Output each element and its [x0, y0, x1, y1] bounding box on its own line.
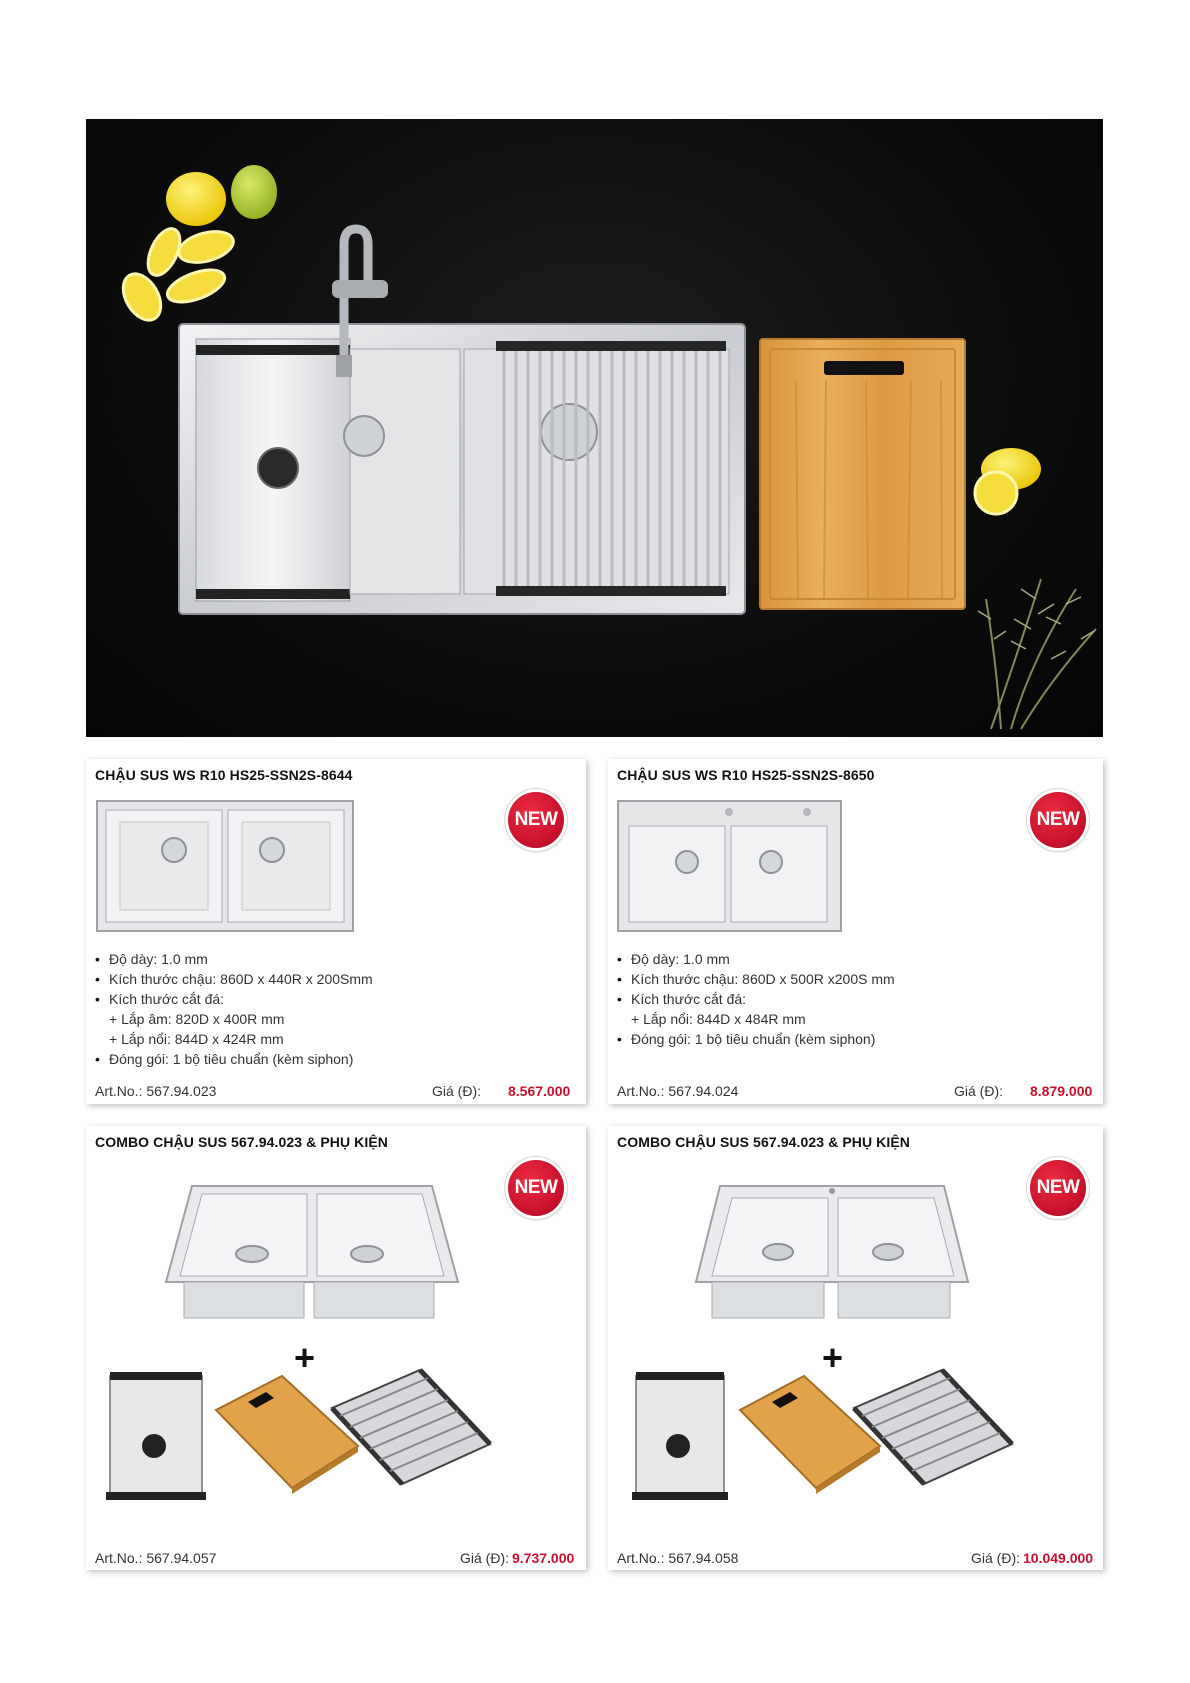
product-card-2: [608, 759, 1103, 1104]
price-label: Giá (Đ):: [971, 1550, 1020, 1566]
product-title: COMBO CHẬU SUS 567.94.023 & PHỤ KIỆN: [95, 1134, 389, 1150]
spec-item: • Độ dày: 1.0 mm: [95, 949, 373, 969]
spec-item: • Độ dày: 1.0 mm: [617, 949, 895, 969]
plus-icon: +: [294, 1337, 316, 1378]
cutting-board-icon: [740, 1376, 880, 1494]
price-label: Giá (Đ):: [954, 1083, 1003, 1099]
spec-item: • Kích thước cắt đá:: [95, 989, 373, 1009]
combo-card-1: [86, 1126, 586, 1570]
price: 9.737.000: [512, 1550, 575, 1566]
spec-item: • Kích thước chậu: 860D x 440R x 200Smm: [95, 969, 373, 989]
new-badge: NEW: [508, 1160, 564, 1216]
accessories-image: [632, 1366, 1022, 1506]
art-number: Art.No.: 567.94.057: [95, 1550, 217, 1566]
price: 10.049.000: [1023, 1550, 1094, 1566]
colander-icon: [632, 1372, 728, 1500]
new-badge: NEW: [508, 792, 564, 848]
colander-icon: [106, 1372, 206, 1500]
price-label: Giá (Đ):: [460, 1550, 509, 1566]
cutting-board-icon: [216, 1376, 358, 1494]
spec-item: • Kích thước chậu: 860D x 500R x200S mm: [617, 969, 895, 989]
sink-product-image: [692, 1184, 972, 1324]
spec-item: + Lắp âm: 820D x 400R mm: [109, 1011, 285, 1027]
spec-item: • Đóng gói: 1 bộ tiêu chuẩn (kèm siphon): [617, 1029, 895, 1049]
spec-list: [95, 949, 373, 1069]
product-card-1: [86, 759, 586, 1104]
spec-list: [617, 949, 895, 1049]
art-number: Art.No.: 567.94.023: [95, 1083, 217, 1099]
spec-item: • Đóng gói: 1 bộ tiêu chuẩn (kèm siphon): [95, 1049, 373, 1069]
plus-icon: +: [822, 1337, 844, 1378]
hero-image: [86, 119, 1103, 737]
combo-card-2: [608, 1126, 1103, 1570]
sink-product-image: [162, 1184, 462, 1324]
product-title: COMBO CHẬU SUS 567.94.023 & PHỤ KIỆN: [617, 1134, 911, 1150]
accessories-image: [106, 1366, 496, 1506]
sink-product-image: [96, 800, 354, 932]
price: 8.567.000: [508, 1083, 571, 1099]
spec-item: + Lắp nổi: 844D x 484R mm: [631, 1011, 806, 1027]
lemon-icon: [166, 172, 226, 226]
sink-product-image: [617, 800, 842, 932]
new-badge: NEW: [1030, 792, 1086, 848]
price: 8.879.000: [1030, 1083, 1093, 1099]
spec-item: • Kích thước cắt đá:: [617, 989, 895, 1009]
roll-up-rack-icon: [332, 1370, 490, 1484]
spec-item: + Lắp nổi: 844D x 424R mm: [109, 1031, 284, 1047]
hero-sink-illustration: [86, 119, 1103, 737]
price-label: Giá (Đ):: [432, 1083, 481, 1099]
roll-up-rack-icon: [854, 1370, 1012, 1484]
product-title: CHẬU SUS WS R10 HS25-SSN2S-8644: [95, 767, 353, 783]
art-number: Art.No.: 567.94.024: [617, 1083, 739, 1099]
product-title: CHẬU SUS WS R10 HS25-SSN2S-8650: [617, 767, 875, 783]
art-number: Art.No.: 567.94.058: [617, 1550, 739, 1566]
new-badge: NEW: [1030, 1160, 1086, 1216]
